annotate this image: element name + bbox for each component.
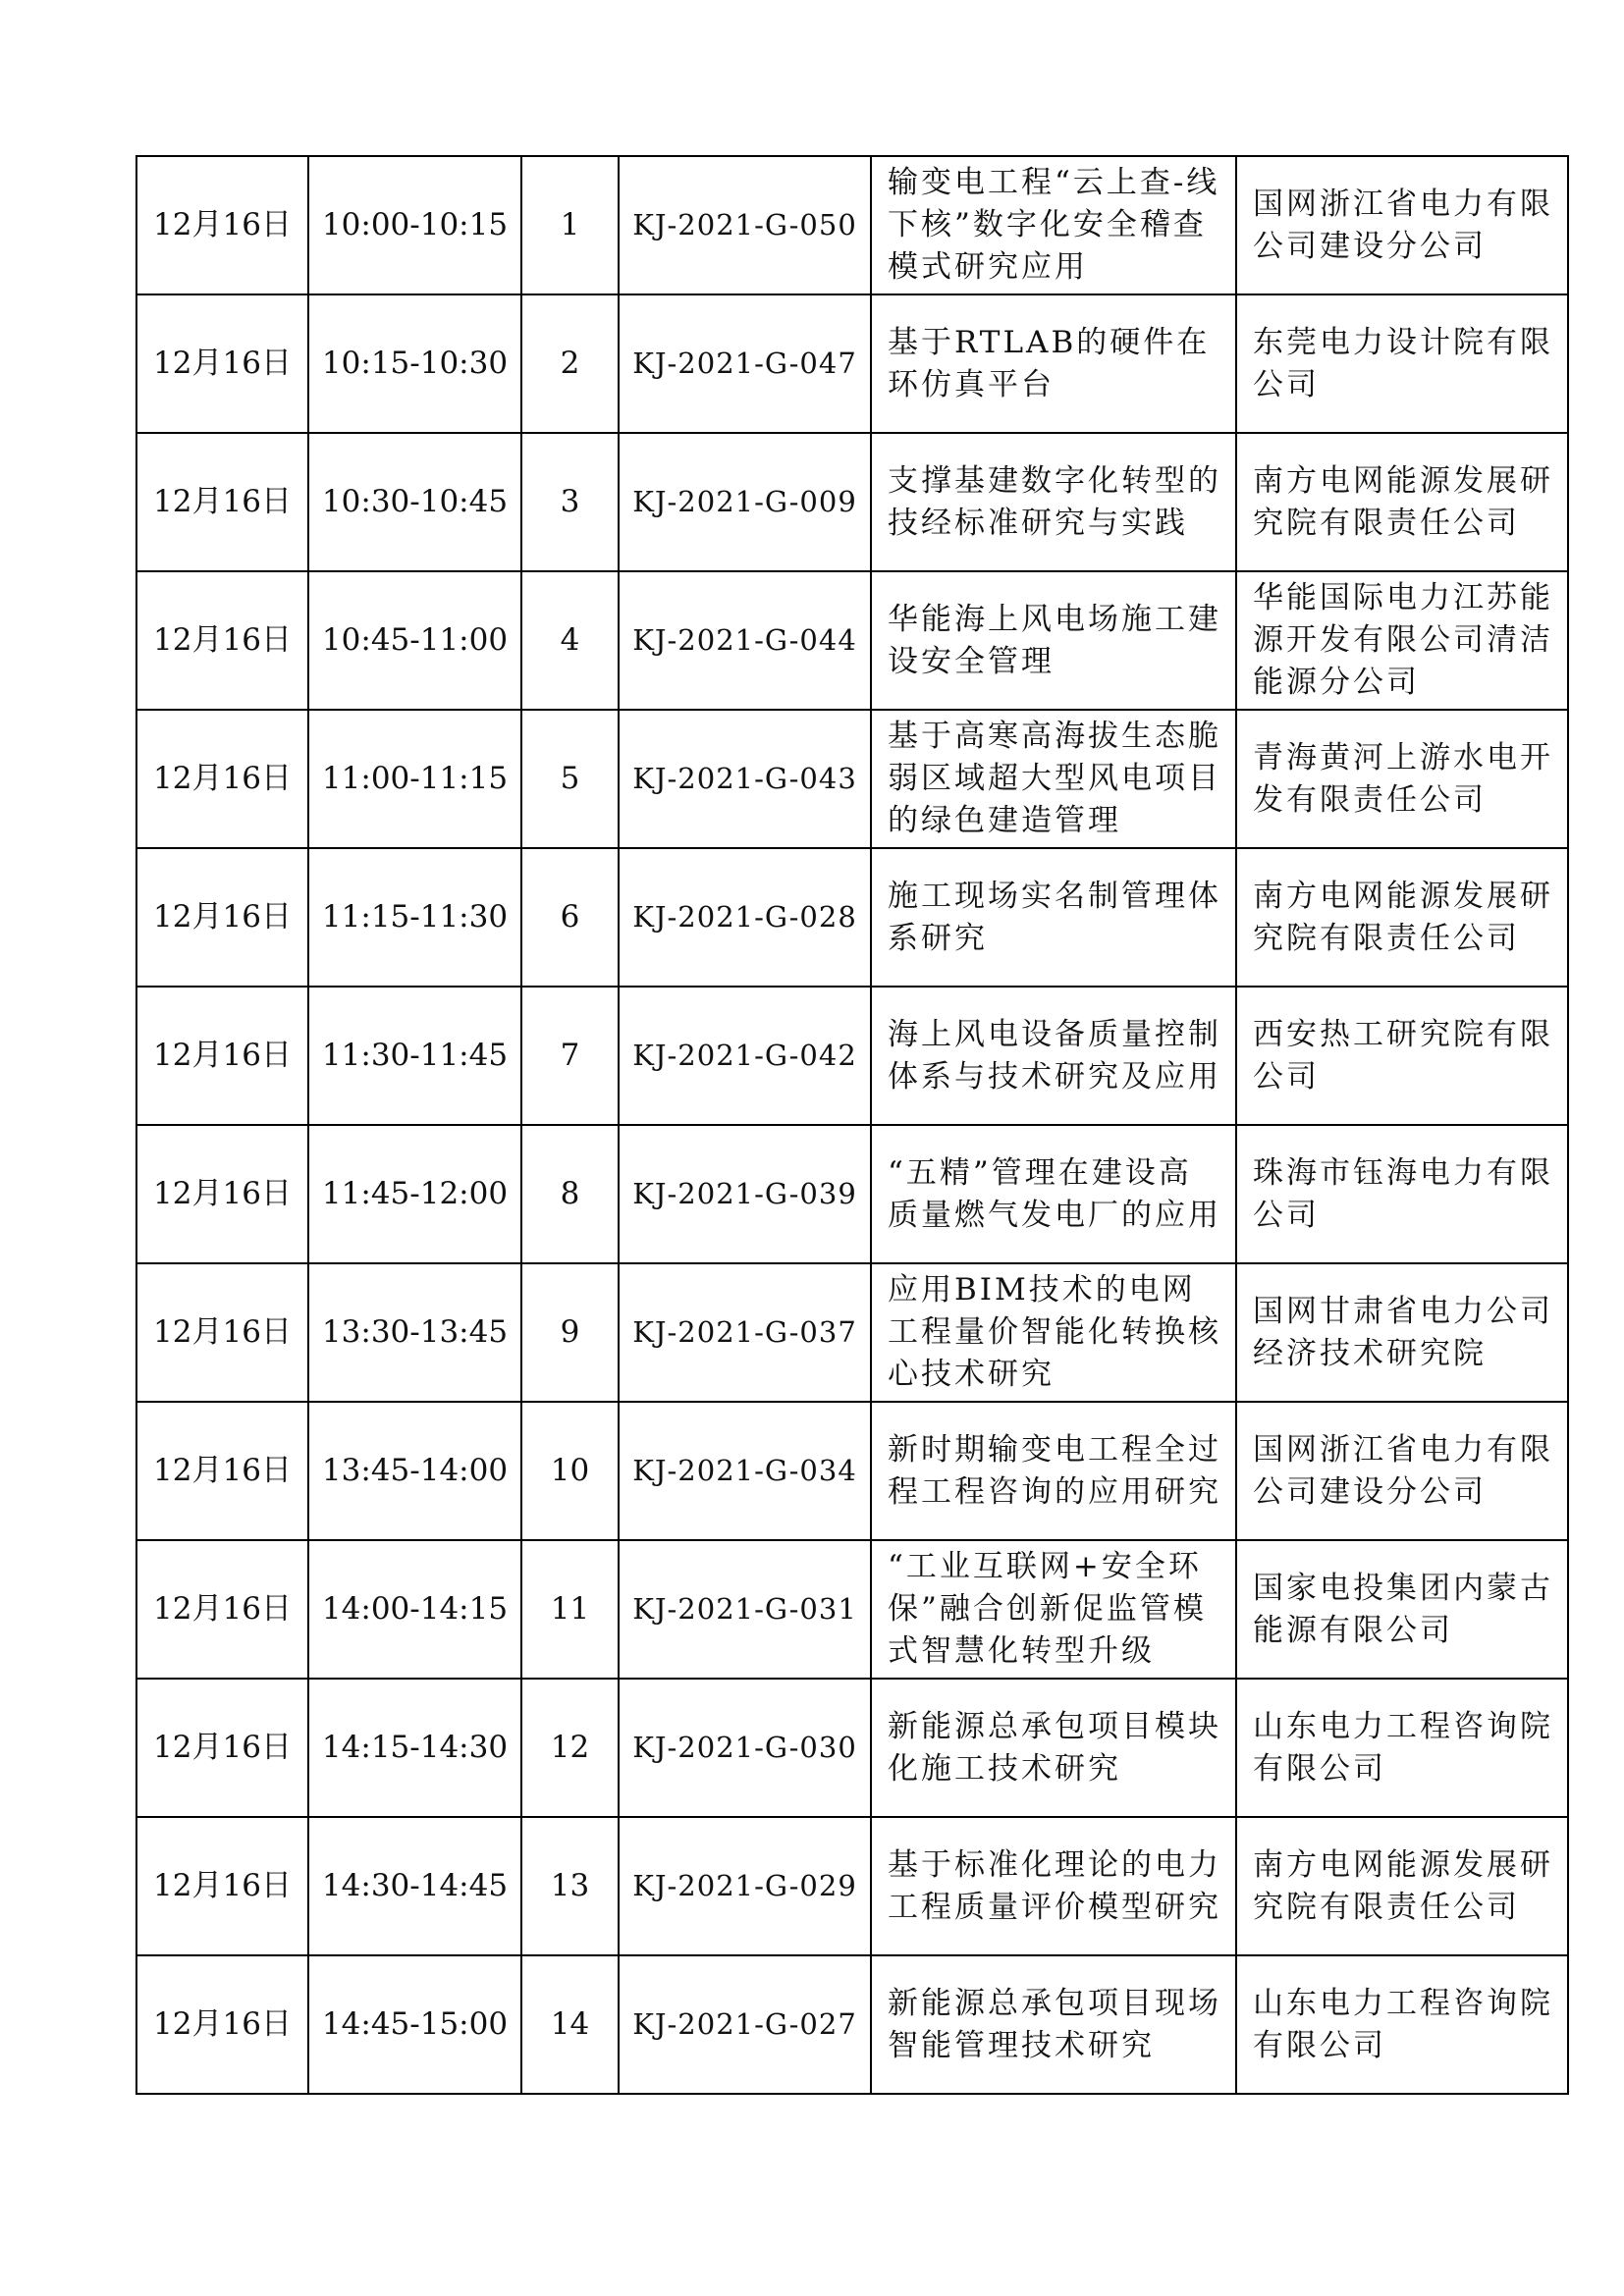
date-cell: 12月16日 [136, 571, 308, 710]
project-title-cell: 施工现场实名制管理体系研究 [871, 848, 1236, 987]
table-row [136, 1402, 1568, 1540]
schedule-body [136, 156, 1568, 2094]
date-cell: 12月16日 [136, 1263, 308, 1402]
project-title-cell: 输变电工程“云上查-线下核”数字化安全稽查模式研究应用 [871, 156, 1236, 294]
table-row [136, 156, 1568, 294]
date-cell: 12月16日 [136, 1125, 308, 1263]
table-row [136, 1540, 1568, 1679]
time-cell: 10:30-10:45 [308, 433, 521, 571]
project-title-cell: “五精”管理在建设高质量燃气发电厂的应用 [871, 1125, 1236, 1263]
table-row [136, 987, 1568, 1125]
organization-cell: 山东电力工程咨询院有限公司 [1236, 1679, 1568, 1817]
project-code-cell: KJ-2021-G-043 [619, 710, 871, 848]
time-cell: 13:45-14:00 [308, 1402, 521, 1540]
date-cell: 12月16日 [136, 987, 308, 1125]
project-code-cell: KJ-2021-G-050 [619, 156, 871, 294]
date-cell: 12月16日 [136, 1540, 308, 1679]
organization-cell: 东莞电力设计院有限公司 [1236, 294, 1568, 433]
table-row [136, 433, 1568, 571]
sequence-cell: 4 [521, 571, 619, 710]
table-row [136, 1125, 1568, 1263]
organization-cell: 南方电网能源发展研究院有限责任公司 [1236, 1817, 1568, 1955]
project-title-cell: “工业互联网+安全环保”融合创新促监管模式智慧化转型升级 [871, 1540, 1236, 1679]
project-title-cell: 新时期输变电工程全过程工程咨询的应用研究 [871, 1402, 1236, 1540]
organization-cell: 珠海市钰海电力有限公司 [1236, 1125, 1568, 1263]
organization-cell: 南方电网能源发展研究院有限责任公司 [1236, 433, 1568, 571]
sequence-cell: 5 [521, 710, 619, 848]
table-row [136, 710, 1568, 848]
date-cell: 12月16日 [136, 1817, 308, 1955]
table-row [136, 1679, 1568, 1817]
table-row [136, 1955, 1568, 2094]
project-title-cell: 海上风电设备质量控制体系与技术研究及应用 [871, 987, 1236, 1125]
date-cell: 12月16日 [136, 710, 308, 848]
sequence-cell: 13 [521, 1817, 619, 1955]
organization-cell: 国家电投集团内蒙古能源有限公司 [1236, 1540, 1568, 1679]
sequence-cell: 9 [521, 1263, 619, 1402]
organization-cell: 国网浙江省电力有限公司建设分公司 [1236, 156, 1568, 294]
project-title-cell: 支撑基建数字化转型的技经标准研究与实践 [871, 433, 1236, 571]
time-cell: 14:45-15:00 [308, 1955, 521, 2094]
sequence-cell: 8 [521, 1125, 619, 1263]
time-cell: 11:45-12:00 [308, 1125, 521, 1263]
project-title-cell: 新能源总承包项目现场智能管理技术研究 [871, 1955, 1236, 2094]
table-row [136, 571, 1568, 710]
project-code-cell: KJ-2021-G-047 [619, 294, 871, 433]
table-row [136, 294, 1568, 433]
time-cell: 10:45-11:00 [308, 571, 521, 710]
project-code-cell: KJ-2021-G-009 [619, 433, 871, 571]
table-row [136, 1817, 1568, 1955]
project-code-cell: KJ-2021-G-034 [619, 1402, 871, 1540]
date-cell: 12月16日 [136, 294, 308, 433]
organization-cell: 山东电力工程咨询院有限公司 [1236, 1955, 1568, 2094]
sequence-cell: 12 [521, 1679, 619, 1817]
date-cell: 12月16日 [136, 433, 308, 571]
time-cell: 10:00-10:15 [308, 156, 521, 294]
project-title-cell: 华能海上风电场施工建设安全管理 [871, 571, 1236, 710]
project-code-cell: KJ-2021-G-037 [619, 1263, 871, 1402]
organization-cell: 华能国际电力江苏能源开发有限公司清洁能源分公司 [1236, 571, 1568, 710]
time-cell: 14:30-14:45 [308, 1817, 521, 1955]
time-cell: 11:00-11:15 [308, 710, 521, 848]
table-row [136, 1263, 1568, 1402]
sequence-cell: 11 [521, 1540, 619, 1679]
sequence-cell: 1 [521, 156, 619, 294]
organization-cell: 国网浙江省电力有限公司建设分公司 [1236, 1402, 1568, 1540]
time-cell: 13:30-13:45 [308, 1263, 521, 1402]
date-cell: 12月16日 [136, 156, 308, 294]
sequence-cell: 14 [521, 1955, 619, 2094]
date-cell: 12月16日 [136, 1955, 308, 2094]
organization-cell: 国网甘肃省电力公司经济技术研究院 [1236, 1263, 1568, 1402]
sequence-cell: 6 [521, 848, 619, 987]
project-title-cell: 新能源总承包项目模块化施工技术研究 [871, 1679, 1236, 1817]
sequence-cell: 10 [521, 1402, 619, 1540]
project-code-cell: KJ-2021-G-031 [619, 1540, 871, 1679]
project-title-cell: 基于RTLAB的硬件在环仿真平台 [871, 294, 1236, 433]
project-title-cell: 应用BIM技术的电网工程量价智能化转换核心技术研究 [871, 1263, 1236, 1402]
sequence-cell: 3 [521, 433, 619, 571]
table-row [136, 848, 1568, 987]
schedule-table [135, 155, 1569, 2095]
time-cell: 11:30-11:45 [308, 987, 521, 1125]
sequence-cell: 2 [521, 294, 619, 433]
project-code-cell: KJ-2021-G-028 [619, 848, 871, 987]
project-code-cell: KJ-2021-G-044 [619, 571, 871, 710]
time-cell: 10:15-10:30 [308, 294, 521, 433]
time-cell: 11:15-11:30 [308, 848, 521, 987]
project-code-cell: KJ-2021-G-039 [619, 1125, 871, 1263]
project-title-cell: 基于标准化理论的电力工程质量评价模型研究 [871, 1817, 1236, 1955]
sequence-cell: 7 [521, 987, 619, 1125]
date-cell: 12月16日 [136, 1679, 308, 1817]
date-cell: 12月16日 [136, 848, 308, 987]
project-title-cell: 基于高寒高海拔生态脆弱区域超大型风电项目的绿色建造管理 [871, 710, 1236, 848]
organization-cell: 青海黄河上游水电开发有限责任公司 [1236, 710, 1568, 848]
project-code-cell: KJ-2021-G-027 [619, 1955, 871, 2094]
organization-cell: 南方电网能源发展研究院有限责任公司 [1236, 848, 1568, 987]
project-code-cell: KJ-2021-G-029 [619, 1817, 871, 1955]
project-code-cell: KJ-2021-G-042 [619, 987, 871, 1125]
time-cell: 14:15-14:30 [308, 1679, 521, 1817]
time-cell: 14:00-14:15 [308, 1540, 521, 1679]
organization-cell: 西安热工研究院有限公司 [1236, 987, 1568, 1125]
project-code-cell: KJ-2021-G-030 [619, 1679, 871, 1817]
date-cell: 12月16日 [136, 1402, 308, 1540]
